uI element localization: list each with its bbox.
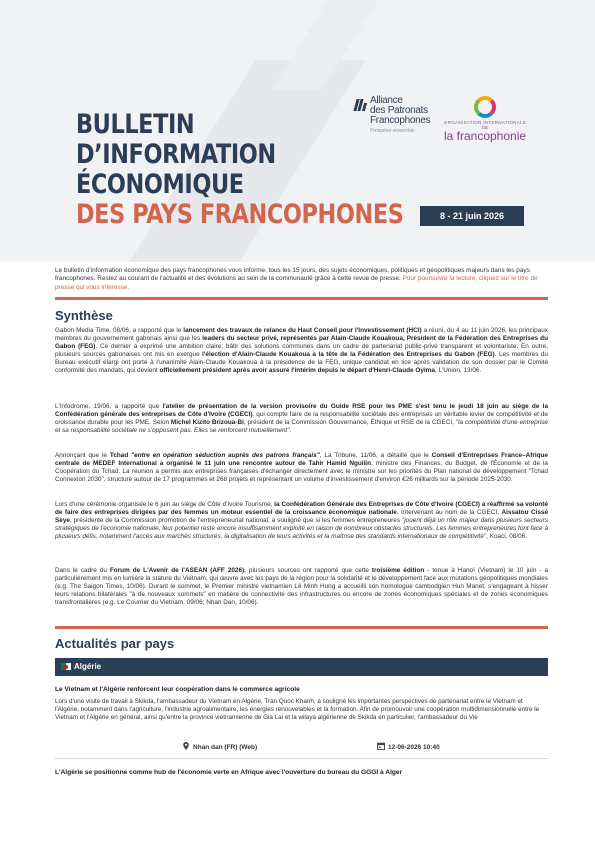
highlight-text: Aissatou Cissé Sèye xyxy=(55,509,548,525)
paragraph-text: . xyxy=(289,427,292,435)
article-date-text: 12-06-2026 10:40 xyxy=(388,744,440,751)
paragraph-text: , Koaci, 08/06. xyxy=(486,533,528,541)
synthese-paragraph xyxy=(55,327,548,376)
title-line-accent: DES PAYS FRANCOPHONES xyxy=(76,199,404,230)
news-article xyxy=(55,769,548,781)
actualites-heading: Actualités par pays xyxy=(55,636,175,651)
news-article xyxy=(55,686,548,722)
paragraph-text: Gabon Media Time, 08/06, a rapporté que le xyxy=(55,327,184,334)
title-line: ÉCONOMIQUE xyxy=(76,169,244,200)
location-pin-icon xyxy=(182,742,190,750)
article-source-text: Nhan dan (FR) (Web) xyxy=(193,744,258,751)
highlight-text: Tchad xyxy=(109,452,132,459)
paragraph-text: "la compétitivité d'une entreprise et sa responsabilité sociétale ne s'opposent pas. Elles se renforcent mutuellement" xyxy=(55,419,548,435)
article-excerpt: Lors d'une visite de travail à Skikda, l'ambassadeur du Vietnam en Algérie, Tran Quoc Khanh, a souligné les importantes perspectives de partenariat entre le Vietnam et l'Algérie, notamment dans l'agriculture, l'industrie agroalimentaire, les énergies renouvelables et la formation. Afin de promouvoir une coopération multidimensionnelle entre le Vietnam et l'Algérie en général, ainsi qu'entre la province vietnamienne de Gia Lai et la wilaya algérienne de Skikda en particulier, l'ambassadeur du Vie xyxy=(55,698,540,721)
synthese-heading: Synthèse xyxy=(55,308,113,323)
title-line: BULLETIN xyxy=(76,109,195,140)
highlight-text: Conseil d'Entreprises France–Afrique centrale de MEDEF International a organisé le 11 juin une rencontre autour de Tahir Hamid Nguilin xyxy=(55,452,548,468)
synthese-paragraph xyxy=(55,452,548,484)
highlight-text: "entre en opération séduction auprès des patrons français" xyxy=(131,452,320,459)
intro-link[interactable]: Pour poursuivre la lecture, cliquez sur le titre de presse qui vous intéresse. xyxy=(55,275,538,291)
oif-logo-small-text: ORGANISATION INTERNATIONALE DE xyxy=(443,120,527,130)
highlight-text: l'atelier de présentation de la version provisoire du Guide RSE pour les PME s'est tenu le jeudi 18 juin au siège de la Confédération générale des entreprises de Côte d'Ivoire (CGECI) xyxy=(55,403,548,419)
oif-ring-icon xyxy=(474,96,496,118)
highlight-text: troisième édition xyxy=(371,567,425,574)
paragraph-text: . Ce dernier a exprimé une ambition claire: bâtir des solutions communes dans un cadre de partenariat public-privé transparent et volontariste. En outre, plusieurs sources gabonaises ont mis en exergue xyxy=(55,343,549,359)
paragraph-text: Lors d'une cérémonie organisée le 6 juin au siège de Côte d'Ivoire Tourisme, xyxy=(55,501,275,508)
highlight-text: la Confédération Générale des Entreprises de Côte d'Ivoire (CGECI) a réaffirmé sa volonté de faire des entreprises dirigées par des femmes un moteur essentiel de la croissance économique nationale xyxy=(55,501,548,517)
oif-logo xyxy=(440,96,530,142)
algeria-flag-icon xyxy=(61,663,71,670)
bulletin-title xyxy=(76,110,403,230)
synthese-paragraph xyxy=(55,403,548,435)
highlight-text: Forum de L'Avenir de l'ASEAN (AFF 2026) xyxy=(109,567,245,574)
synthese-paragraph xyxy=(55,567,548,607)
article-date xyxy=(377,742,440,751)
intro-paragraph xyxy=(55,267,545,292)
apf-logo-text: des Patronats xyxy=(370,105,428,116)
article-title-link[interactable]: Le Vietnam et l'Algérie renforcent leur coopération dans le commerce agricole xyxy=(55,686,300,693)
header-decor-shape xyxy=(272,0,378,90)
paragraph-text: , La Tribune, 11/06, a détaillé que le xyxy=(319,452,432,459)
synthese-paragraph xyxy=(55,501,548,541)
paragraph-text: L'Infodrome, 19/06, a rapporté que xyxy=(55,403,163,410)
highlight-text: lancement des travaux de relance du Haut Conseil pour l'Investissement (HCI) xyxy=(183,327,422,334)
bulletin-header xyxy=(0,0,595,262)
apf-logo-icon xyxy=(355,99,369,113)
paragraph-text: . Intervenant au nom de la CGECI, xyxy=(396,509,502,517)
oif-logo-text: la francophonie xyxy=(443,129,527,143)
country-name: Algérie xyxy=(74,662,102,671)
intro-text: Le bulletin d'information économique des pays francophones vous informe, tous les 15 jours, des sujets économiques, politiques et géopolitiques majeurs dans les pays francophones. Restez au courant de l'actualité et des évolutions au sein de la communauté grâce à cette revue de presse. xyxy=(55,267,530,283)
apf-logo-text: Francophones xyxy=(370,115,431,126)
title-line: D’INFORMATION xyxy=(76,139,276,170)
article-separator xyxy=(55,758,548,759)
calendar-icon xyxy=(377,742,385,750)
highlight-text: Michel Kizito Brizoua-Bi xyxy=(170,419,244,427)
paragraph-text: . Les membres du Bureau exécutif élargi ont porté à l'unanimité Alain-Claude Kouakoua à la présidence de la FEG, unique candidat en lice après validation de son dossier par le Comité conformité des mandats, qui devient xyxy=(55,351,548,375)
date-range-badge: 8 - 21 juin 2026 xyxy=(420,206,524,226)
paragraph-text: , présidente de la Commission promotion de l'entrepreneuriat national, a souligné que si les femmes entrepreneures xyxy=(69,517,402,525)
apf-logo-tagline: Prospérer ensemble xyxy=(370,128,415,134)
article-source xyxy=(182,742,257,751)
paragraph-text: - tenue à Hanoï (Vietnam) le 10 juin - a particulièrement mis en lumière la stature du Vietnam, qui œuvre avec les pays de la région pour la solidarité et le développement face aux mutations géopolitiques mondiales (e.g. The Saigon Times, 10/06). Durant le sommet, le Premier ministre vietnamien Lê Minh Hung a accueilli son homologue cambodgien Hun Manet, s'engageant à hisser leurs relations bilatérales "à de nouveaux sommets" en matière de connectivité des infrastructures ou encore de zones économiques spéciales et de zones économiques transfrontalières (e.g. Le Courrier du Vietnam, 09/06; Nhan Dan, 10/06). xyxy=(55,567,549,607)
paragraph-text: , L'Union, 13/06. xyxy=(434,367,482,375)
country-header-algerie[interactable] xyxy=(55,658,548,676)
highlight-text: l'élection d'Alain-Claude Kouakoua à la tête de la Fédération des Entreprises du Gabon (FEG) xyxy=(202,351,495,359)
paragraph-text: , plusieurs sources ont rapporté que cette xyxy=(244,567,372,574)
article-title-link[interactable]: L'Algérie se positionne comme hub de l'économie verte en Afrique avec l'ouverture du bureau du GGGI à Alger xyxy=(55,769,403,776)
highlight-text: leaders du secteur privé, représentés par Alain-Claude Kouakoua, Président de la Fédération des Entreprises du Gabon (FEG) xyxy=(55,335,548,351)
paragraph-text: Annonçant que le xyxy=(55,452,110,459)
paragraph-text: , président de la Commission Gouvernance, Éthique et RSE de la CGECI, xyxy=(243,419,456,427)
paragraph-text: a réuni, du 4 au 11 juin 2026, les principaux membres du gouvernement gabonais ainsi que les xyxy=(55,327,548,343)
paragraph-text: , qui compte faire de la responsabilité sociétale des entreprises un véritable levier de compétitivité et de croissance durable pour les PME. Selon xyxy=(55,411,548,427)
section-divider xyxy=(55,297,548,300)
section-divider xyxy=(55,626,548,629)
apf-logo-text: Alliance xyxy=(370,95,403,106)
paragraph-text: Dans le cadre du xyxy=(55,567,110,574)
paragraph-text: "jouent déjà un rôle majeur dans plusieurs secteurs stratégiques de l'économie nationale, leur potentiel reste encore insuffisamment exploité en raison de nombreux obstacles structurels. Les femmes entrepreneures font face à plusieurs défis, notamment l'accès aux marchés structurés, la digitalisation de leurs activités et la maîtrise des standards internationaux de compétitivité" xyxy=(55,517,549,541)
highlight-text: officiellement président après avoir assuré l'intérim depuis le départ d'Henri-Claude Oyima xyxy=(159,367,435,375)
paragraph-text: , ministre des Finances, du Budget, de l'Économie et de la Coopération du Tchad. La réunion a permis aux entreprises françaises d'échanger directement avec le ministre sur les priorités du Plan national de développement "Tchad Connexion 2030", structuré autour de 17 programmes et 268 projets et représentant un volume d'investissement d'environ €26 milliards sur la période 2025-2030. xyxy=(55,460,548,484)
